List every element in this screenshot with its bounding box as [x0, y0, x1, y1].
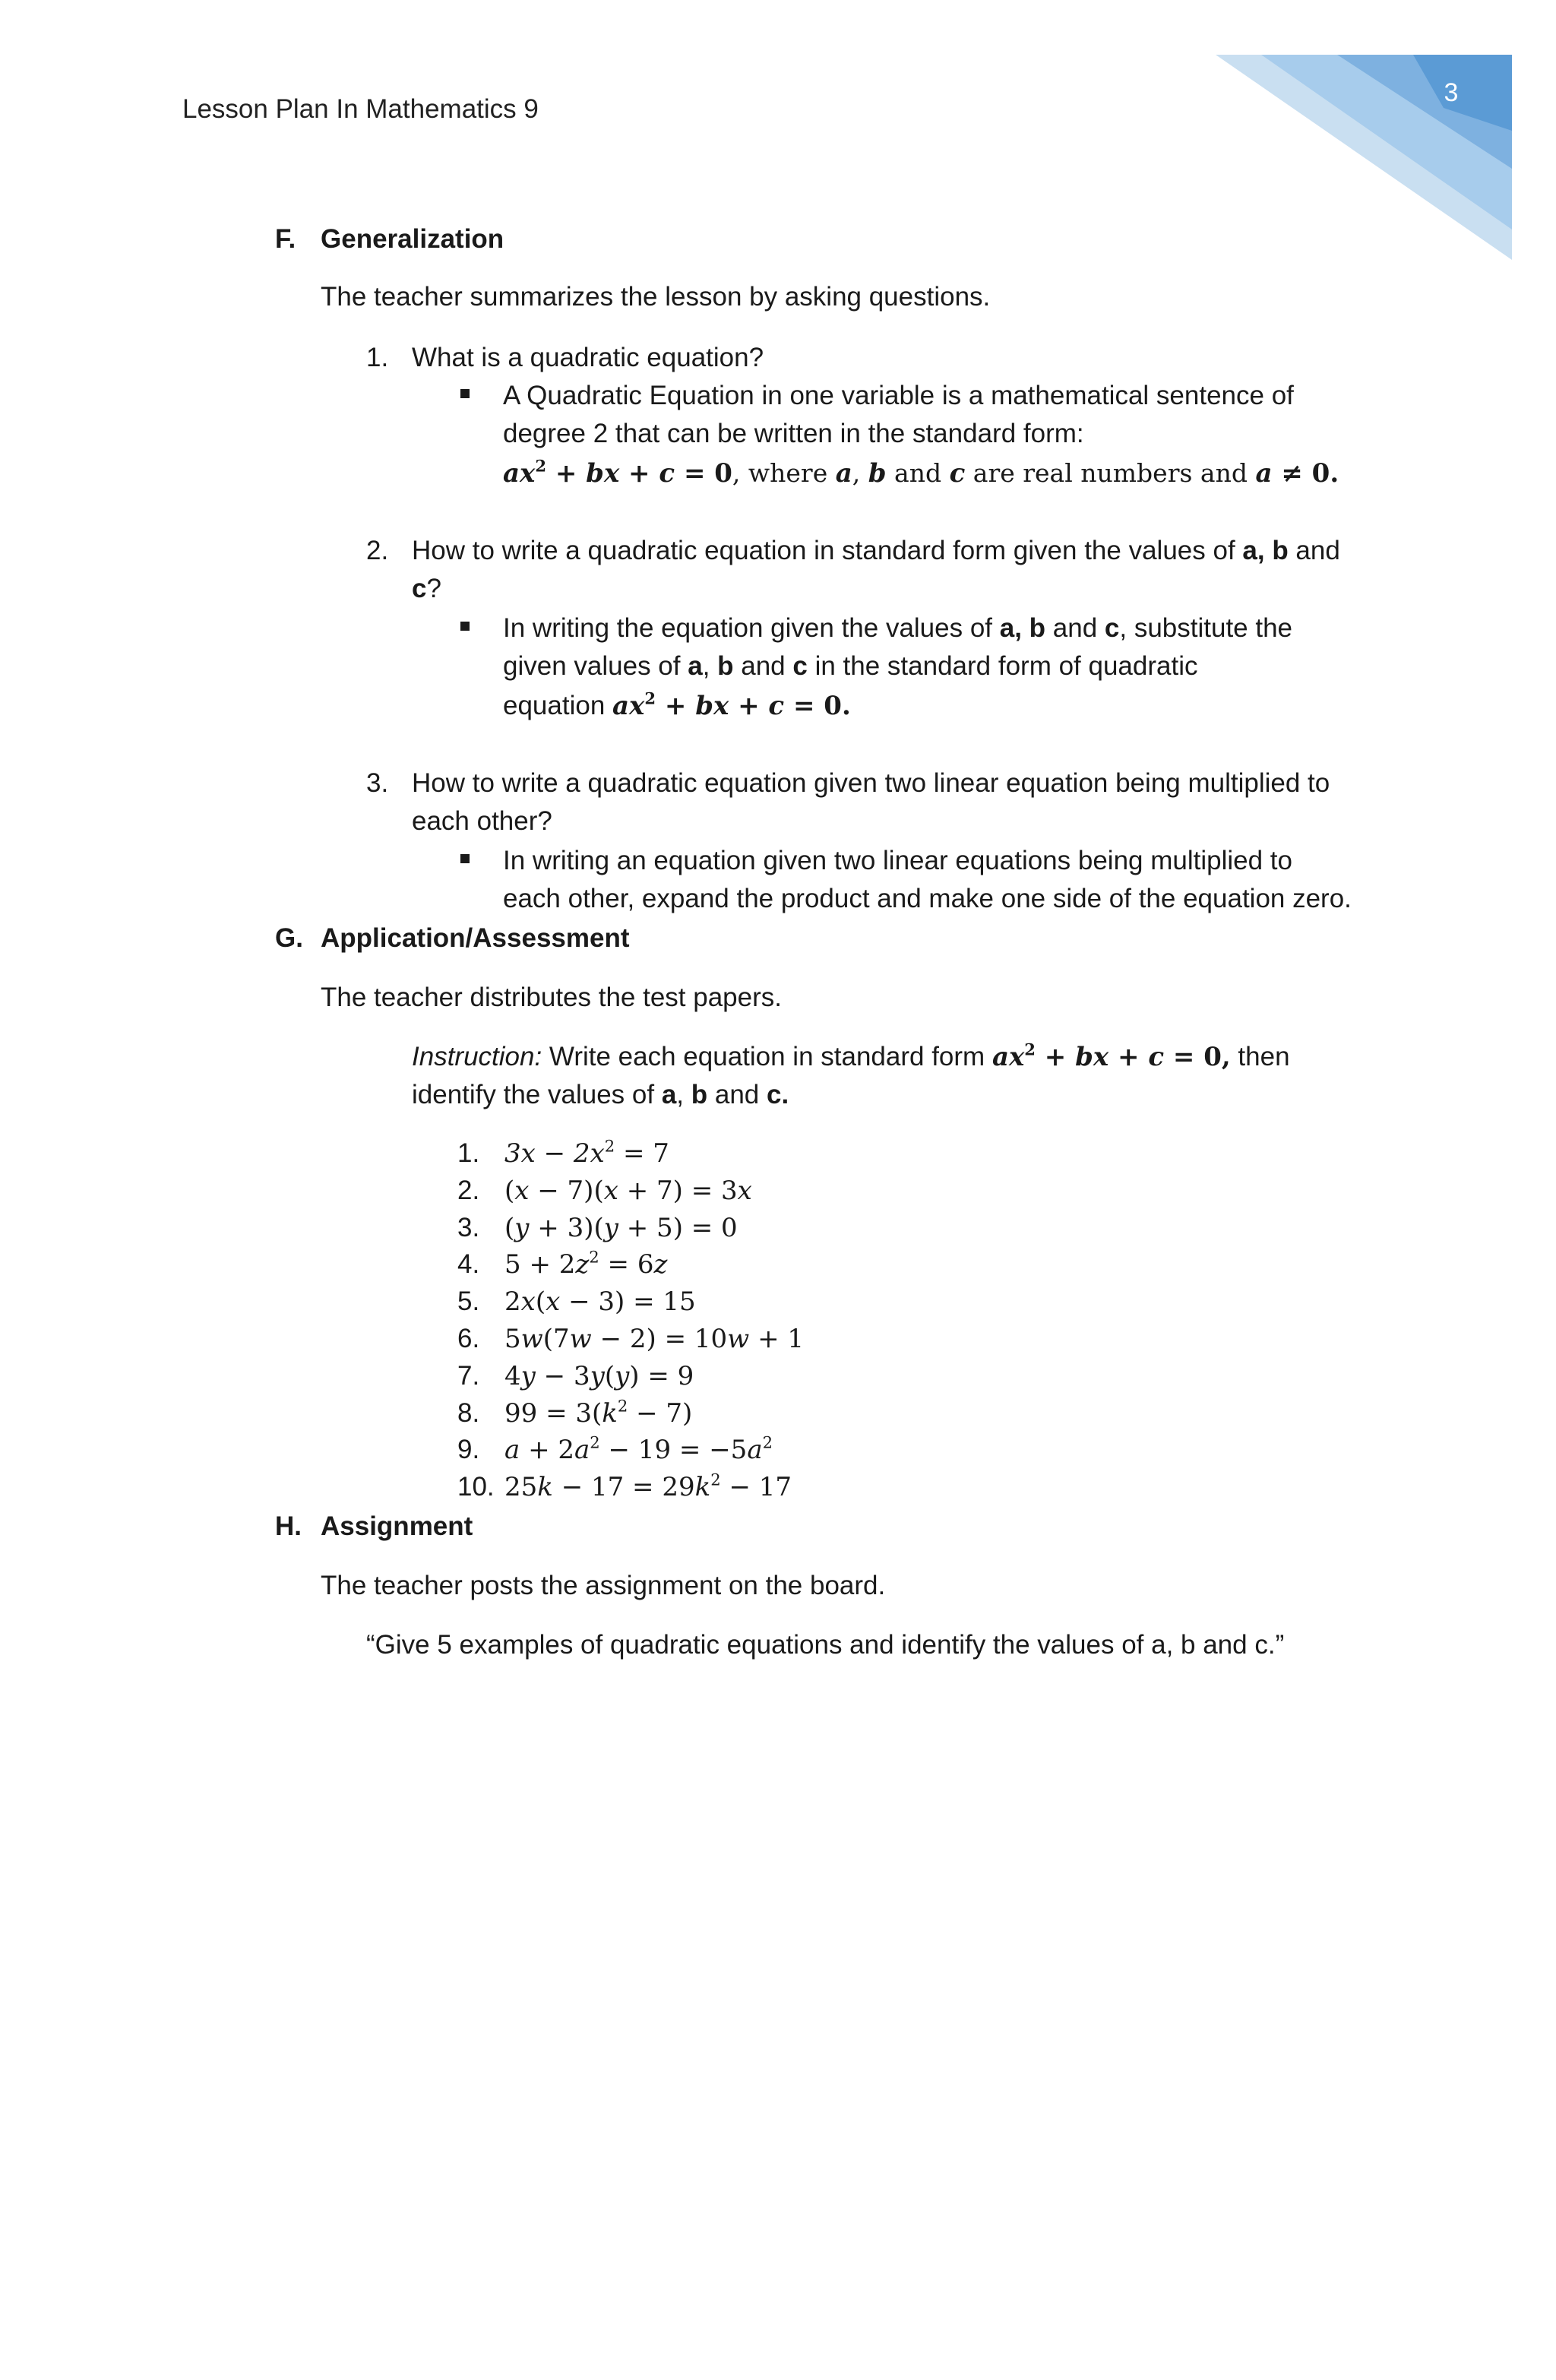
list-item: 4. $5 + 2z^2 = 6z$: [457, 1247, 668, 1280]
header-title: Lesson Plan In Mathematics 9: [182, 94, 539, 124]
list-item: 7. 4y − 3y(y) = 9: [457, 1360, 694, 1391]
bullet-icon: [460, 854, 470, 863]
instruction-line2: identify the values of a, b and c.: [412, 1080, 789, 1109]
list-item: 8. $99 = 3(k^2 - 7)$: [457, 1395, 693, 1429]
instruction-line1: Instruction: Write each equation in standard form $ax^2$ + bx + c = 0, then: [412, 1040, 1290, 1072]
section-f-intro: The teacher summarizes the lesson by asking questions.: [321, 282, 991, 312]
list-item: 9. $a + 2a^2 - 19 = -5a^2$: [457, 1432, 773, 1466]
q3-answer-line2: each other, expand the product and make one side of the equation zero.: [503, 884, 1352, 913]
bullet-icon: [460, 389, 470, 398]
q2-question-line2: c?: [412, 574, 441, 603]
q1-answer-line2: degree 2 that can be written in the standard form:: [503, 419, 1084, 448]
q2-number: 2.: [366, 536, 389, 565]
q3-answer-line1: In writing an equation given two linear equations being multiplied to: [503, 846, 1292, 875]
corner-decoration: [1216, 55, 1512, 260]
q2-question-line1: How to write a quadratic equation in standard form given the values of a, b and: [412, 536, 1340, 565]
q1-number: 1.: [366, 343, 389, 372]
list-item: 1. $3x - 2x^2 = 7$: [457, 1136, 669, 1169]
section-f-heading: [275, 220, 296, 258]
q2-answer-line1: In writing the equation given the values of a, b and c, substitute the: [503, 613, 1293, 643]
q1-question: What is a quadratic equation?: [412, 343, 764, 372]
standard-form-equation: $ax^2$ + bx + c = 0.: [612, 688, 851, 721]
section-h-intro: The teacher posts the assignment on the board.: [321, 1571, 886, 1600]
q3-question-line1: How to write a quadratic equation given two linear equation being multiplied to: [412, 768, 1330, 798]
section-f-title: Generalization: [321, 224, 504, 254]
section-g-intro: The teacher distributes the test papers.: [321, 983, 782, 1012]
standard-form-equation: $ax^2$ + bx + c = 0,: [991, 1040, 1231, 1072]
section-h-letter: H.: [275, 1511, 302, 1541]
list-item: 2. (x − 7)(x + 7) = 3x: [457, 1175, 752, 1206]
q1-standard-form: $ax^2$ + bx + c = 0, where a, b and c are real numbers and a ≠ 0.: [503, 456, 1339, 489]
section-letter: F.: [275, 224, 296, 254]
q3-number: 3.: [366, 768, 389, 798]
list-item: 6. 5w(7w − 2) = 10w + 1: [457, 1323, 804, 1354]
q3-question-line2: each other?: [412, 806, 552, 836]
list-item: 5. 2x(x − 3) = 15: [457, 1287, 696, 1318]
section-g-title: Application/Assessment: [321, 923, 630, 953]
section-h-title: Assignment: [321, 1511, 473, 1541]
assignment-task: “Give 5 examples of quadratic equations and identify the values of a, b and c.”: [366, 1630, 1285, 1660]
q2-answer-line2: given values of a, b and c in the standard form of quadratic: [503, 651, 1198, 681]
q2-answer-line3: equation $ax^2$ + bx + c = 0.: [503, 688, 851, 721]
list-item: 10. $25k - 17 = 29k^2 - 17$: [457, 1470, 792, 1503]
standard-form-equation: $ax^2$ + bx + c = 0: [503, 456, 732, 489]
bullet-icon: [460, 622, 470, 631]
assessment-items-list: [457, 1135, 804, 1506]
section-g-letter: G.: [275, 923, 303, 953]
page-number: 3: [1444, 78, 1459, 107]
list-item: 3. (y + 3)(y + 5) = 0: [457, 1212, 738, 1243]
q1-answer-line1: A Quadratic Equation in one variable is a mathematical sentence of: [503, 381, 1294, 410]
